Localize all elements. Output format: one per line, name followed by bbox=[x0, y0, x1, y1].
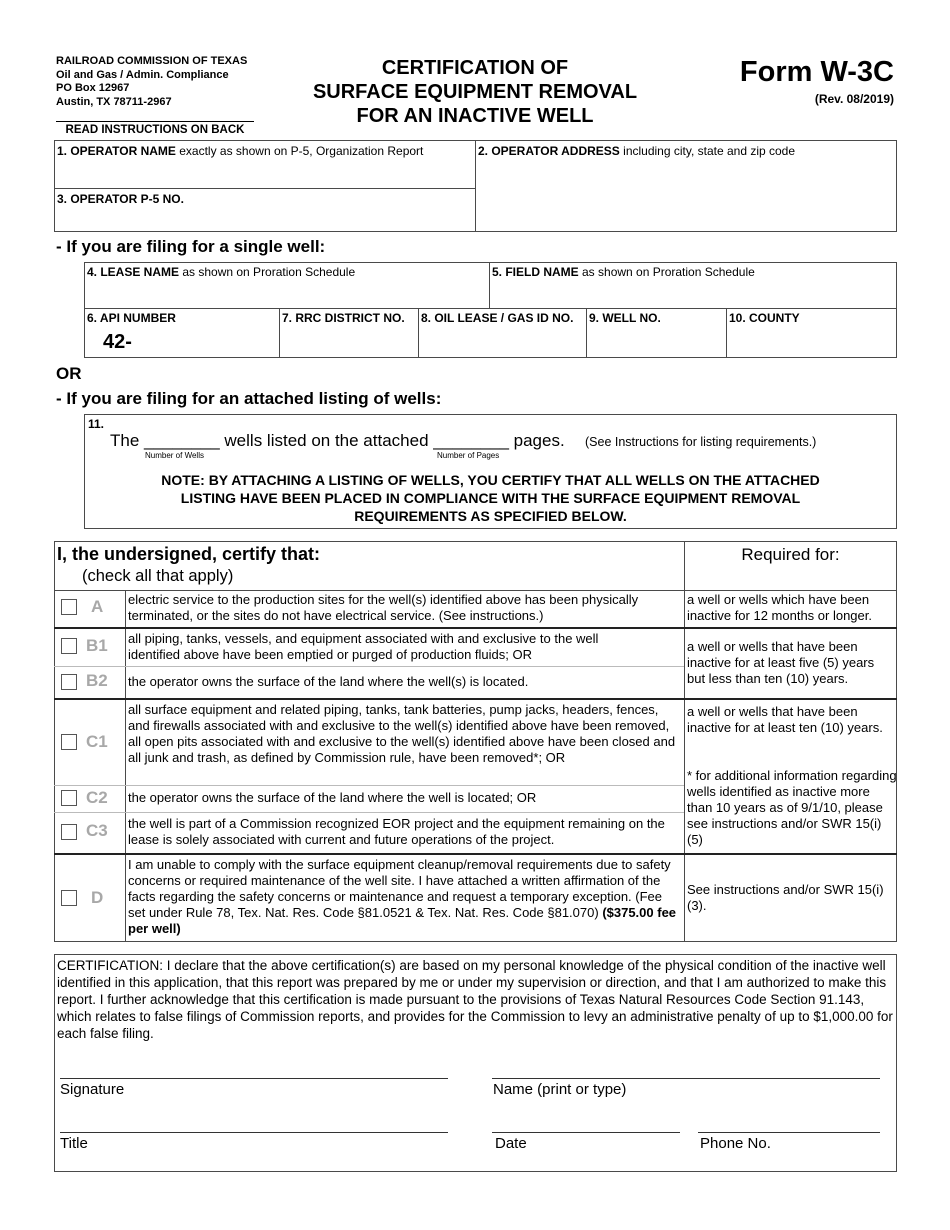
required-d-text: See instructions and/or SWR 15(i)(3). bbox=[687, 882, 884, 913]
certification-text: CERTIFICATION: I declare that the above certification(s) are based on my personal knowledge of the physical condition of the inactive well identified in this application, that this report was prepared by me or under my supervision or direction, and that I am authorized to make this report. I further acknowledge that this certification is made pursuant to the provisions of Texas Natural Resources Code Section 91.143, which relates to false filings of Commission reports, and provides for the Commission to levy an administrative penalty of up to $1,000.00 for each false filing. bbox=[57, 958, 893, 1041]
wells-count-input[interactable]: ________ bbox=[144, 431, 220, 450]
name-label: Name (print or type) bbox=[493, 1081, 627, 1098]
single-well-heading: - If you are filing for a single well: bbox=[56, 237, 326, 256]
checkbox-b2[interactable] bbox=[61, 674, 77, 690]
form-revision: (Rev. 08/2019) bbox=[814, 92, 894, 106]
form-number: Form W-3C bbox=[739, 56, 894, 88]
checkbox-d[interactable] bbox=[61, 890, 77, 906]
required-b-text: a well or wells that have been inactive for at least five (5) years but less than ten (10) years. bbox=[687, 639, 875, 686]
certify-subheading: (check all that apply) bbox=[82, 567, 234, 585]
api-prefix: 42- bbox=[103, 331, 132, 353]
certify-heading: I, the undersigned, certify that: bbox=[57, 544, 321, 564]
title-line[interactable] bbox=[60, 1132, 448, 1133]
read-instructions-note: READ INSTRUCTIONS ON BACK bbox=[56, 121, 254, 136]
date-line[interactable] bbox=[492, 1132, 680, 1133]
signature-line[interactable] bbox=[60, 1078, 448, 1079]
pages-count-input[interactable]: ________ bbox=[433, 431, 509, 450]
signature-label: Signature bbox=[60, 1081, 125, 1098]
listing-instructions-note: (See Instructions for listing requirements.) bbox=[585, 435, 817, 449]
pages-count-sublabel: Number of Pages bbox=[437, 451, 500, 460]
listing-note: NOTE: BY ATTACHING A LISTING OF WELLS, YOU CERTIFY THAT ALL WELLS ON THE ATTACHED LISTING HAVE BEEN PLACED IN COMPLIANCE WITH THE SURFACE EQUIPMENT REMOVAL REQUIREMENTS AS SPECIFIED BELOW. bbox=[161, 472, 820, 524]
date-label: Date bbox=[495, 1135, 527, 1152]
page-title: CERTIFICATION OF SURFACE EQUIPMENT REMOVAL FOR AN INACTIVE WELL bbox=[312, 57, 638, 127]
lease-id-field[interactable]: 8. OIL LEASE / GAS ID NO. bbox=[421, 311, 574, 325]
checkbox-a[interactable] bbox=[61, 599, 77, 615]
option-c1-text: all surface equipment and related piping, tanks, tank batteries, pump jacks, headers, fences, and firewalls associated with and exclusive to the well(s) identified above have been removed, all open pits associated with and exclusive to the well(s) identified above have been closed and all junk and trash, as defined by Commission rule, have been removed*; OR bbox=[128, 702, 676, 765]
lease-name-field[interactable]: 4. LEASE NAME as shown on Proration Schedule bbox=[87, 265, 356, 279]
listing-heading: - If you are filing for an attached listing of wells: bbox=[56, 389, 442, 408]
operator-name-field[interactable]: 1. OPERATOR NAME exactly as shown on P-5, Organization Report bbox=[57, 144, 424, 158]
required-a-text: a well or wells which have been inactive for 12 months or longer. bbox=[687, 592, 872, 623]
option-a-text: electric service to the production sites for the well(s) identified above has been physically terminated, or the sites do not have electrical service. (See instructions.) bbox=[128, 592, 639, 623]
operator-address-field[interactable]: 2. OPERATOR ADDRESS including city, state and zip code bbox=[478, 144, 796, 158]
checkbox-b1[interactable] bbox=[61, 638, 77, 654]
field-name-field[interactable]: 5. FIELD NAME as shown on Proration Schedule bbox=[492, 265, 755, 279]
agency-name: RAILROAD COMMISSION OF TEXAS bbox=[56, 55, 248, 67]
agency-address: RAILROAD COMMISSION OF TEXAS Oil and Gas / Admin. Compliance PO Box 12967 Austin, TX 78711-2967 bbox=[56, 55, 248, 108]
option-a-code: A bbox=[91, 597, 104, 616]
checkbox-c1[interactable] bbox=[61, 734, 77, 750]
phone-label: Phone No. bbox=[700, 1135, 771, 1152]
listing-statement: The ________ wells listed on the attached ________ pages. bbox=[110, 431, 565, 450]
option-c2-text: the operator owns the surface of the land where the well is located; OR bbox=[128, 790, 537, 805]
county-field[interactable]: 10. COUNTY bbox=[729, 311, 800, 325]
option-c3-text: the well is part of a Commission recognized EOR project and the equipment remaining on the lease is solely associated with current and future operations of the project. bbox=[128, 816, 665, 847]
phone-line[interactable] bbox=[698, 1132, 880, 1133]
well-no-field[interactable]: 9. WELL NO. bbox=[589, 311, 661, 325]
option-b2-text: the operator owns the surface of the land where the well(s) is located. bbox=[128, 674, 529, 689]
option-c3-code: C3 bbox=[86, 821, 108, 840]
title-label: Title bbox=[60, 1135, 88, 1152]
required-c-note: * for additional information regarding wells identified as inactive more than 10 years as of 9/1/10, please see instructions and/or SWR 15(i)(5) bbox=[687, 768, 897, 847]
wells-count-sublabel: Number of Wells bbox=[145, 451, 204, 460]
required-for-heading: Required for: bbox=[741, 545, 840, 564]
checkbox-c3[interactable] bbox=[61, 824, 77, 840]
name-line[interactable] bbox=[492, 1078, 880, 1079]
checkbox-c2[interactable] bbox=[61, 790, 77, 806]
rrc-district-field[interactable]: 7. RRC DISTRICT NO. bbox=[282, 311, 405, 325]
option-d-code: D bbox=[91, 888, 104, 907]
operator-p5-field[interactable]: 3. OPERATOR P-5 NO. bbox=[57, 192, 184, 206]
api-number-field[interactable]: 6. API NUMBER bbox=[87, 311, 176, 325]
option-c2-code: C2 bbox=[86, 788, 108, 807]
option-b1-text: all piping, tanks, vessels, and equipment associated with and exclusive to the well identified above have been emptied or purged of production fluids; OR bbox=[128, 631, 599, 662]
item-11-label: 11. bbox=[88, 417, 105, 431]
option-d-text: I am unable to comply with the surface equipment cleanup/removal requirements due to safety concerns or required maintenance of the well site. I have attached a written affirmation of the facts regarding the safety concerns or maintenance and request a temporary exception. (Fee set under Rule 78, Tex. Nat. Res. Code §81.0521 & Tex. Nat. Res. Code §81.070) ($375.00 fee per well) bbox=[128, 857, 677, 936]
required-c-text: a well or wells that have been inactive for at least ten (10) years. bbox=[687, 704, 883, 735]
option-c1-code: C1 bbox=[86, 732, 108, 751]
or-label: OR bbox=[56, 364, 82, 383]
option-b2-code: B2 bbox=[86, 671, 108, 690]
option-b1-code: B1 bbox=[86, 636, 108, 655]
